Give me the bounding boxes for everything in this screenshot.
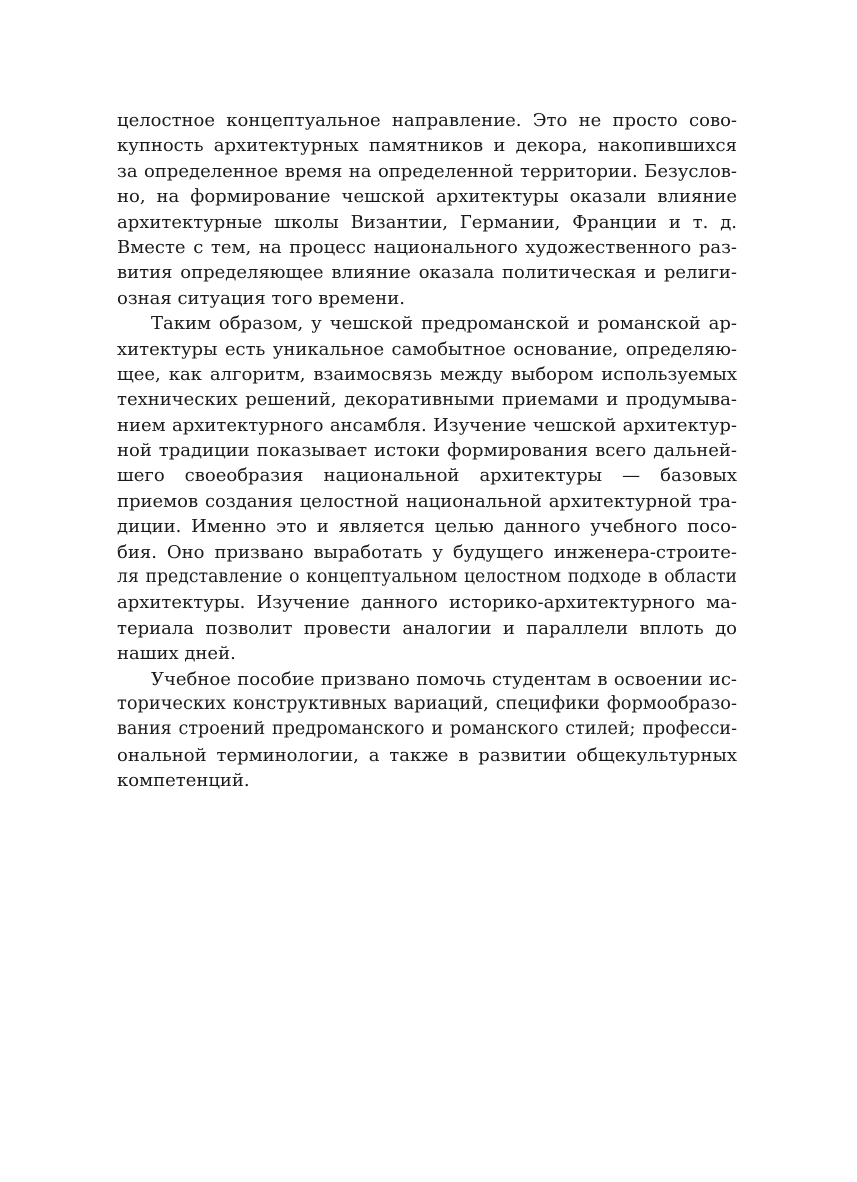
text-line: компетенций. <box>117 770 250 792</box>
text-line: озная ситуация того времени. <box>117 287 405 309</box>
text-line: хитектуры есть уникальное самобытное основание, определяю- <box>117 338 737 360</box>
text-line: архитектурные школы Византии, Германии, Франции и т. д. <box>117 211 737 233</box>
text-line: наших дней. <box>117 643 236 665</box>
text-line: ной традиции показывает истоки формирования всего дальней- <box>117 440 737 462</box>
text-line: шего своеобразия национальной архитектуры — базовых <box>117 465 737 487</box>
text-line: щее, как алгоритм, взаимосвязь между выбором используемых <box>117 363 737 385</box>
paragraph-textbook-purpose <box>117 667 737 794</box>
text-line: нием архитектурного ансамбля. Изучение чешской архитектур- <box>117 414 737 436</box>
page-body <box>117 108 737 794</box>
text-line: торических конструктивных вариаций, специфики формообразо- <box>117 693 737 714</box>
text-line: ля представление о концептуальном целостном подходе в области <box>117 567 737 588</box>
text-line: ональной терминологии, а также в развитии общекультурных <box>117 744 737 766</box>
text-line: приемов создания целостной национальной архитектурной тра- <box>117 490 737 512</box>
text-line: Вместе с тем, на процесс национального художественного раз- <box>117 236 737 258</box>
text-line: териала позволит провести аналогии и параллели вплоть до <box>117 617 737 639</box>
paragraph-continuation <box>117 108 737 311</box>
text-line: за определенное время на определенной территории. Безуслов- <box>117 160 737 182</box>
text-line: целостное концептуальное направление. Это не просто сово- <box>117 110 737 131</box>
text-line: вания строений предроманского и романского стилей; професси- <box>117 719 737 740</box>
text-line: технических решений, декоративными приемами и продумыва- <box>117 389 737 411</box>
text-line: бия. Оно призвано выработать у будущего инженера-строите- <box>117 541 737 563</box>
paragraph-architecture-basis <box>117 311 737 666</box>
text-line: купность архитектурных памятников и декора, накопившихся <box>117 135 737 157</box>
text-line: но, на формирование чешской архитектуры оказали влияние <box>117 186 737 208</box>
text-line: Учебное пособие призвано помочь студентам в освоении ис- <box>151 668 737 690</box>
text-line: вития определяющее влияние оказала политическая и религи- <box>117 262 737 284</box>
text-line: диции. Именно это и является целью данного учебного посо- <box>117 516 737 538</box>
text-line: архитектуры. Изучение данного историко-архитектурного ма- <box>117 592 737 614</box>
text-line: Таким образом, у чешской предроманской и романской ар- <box>151 313 737 335</box>
